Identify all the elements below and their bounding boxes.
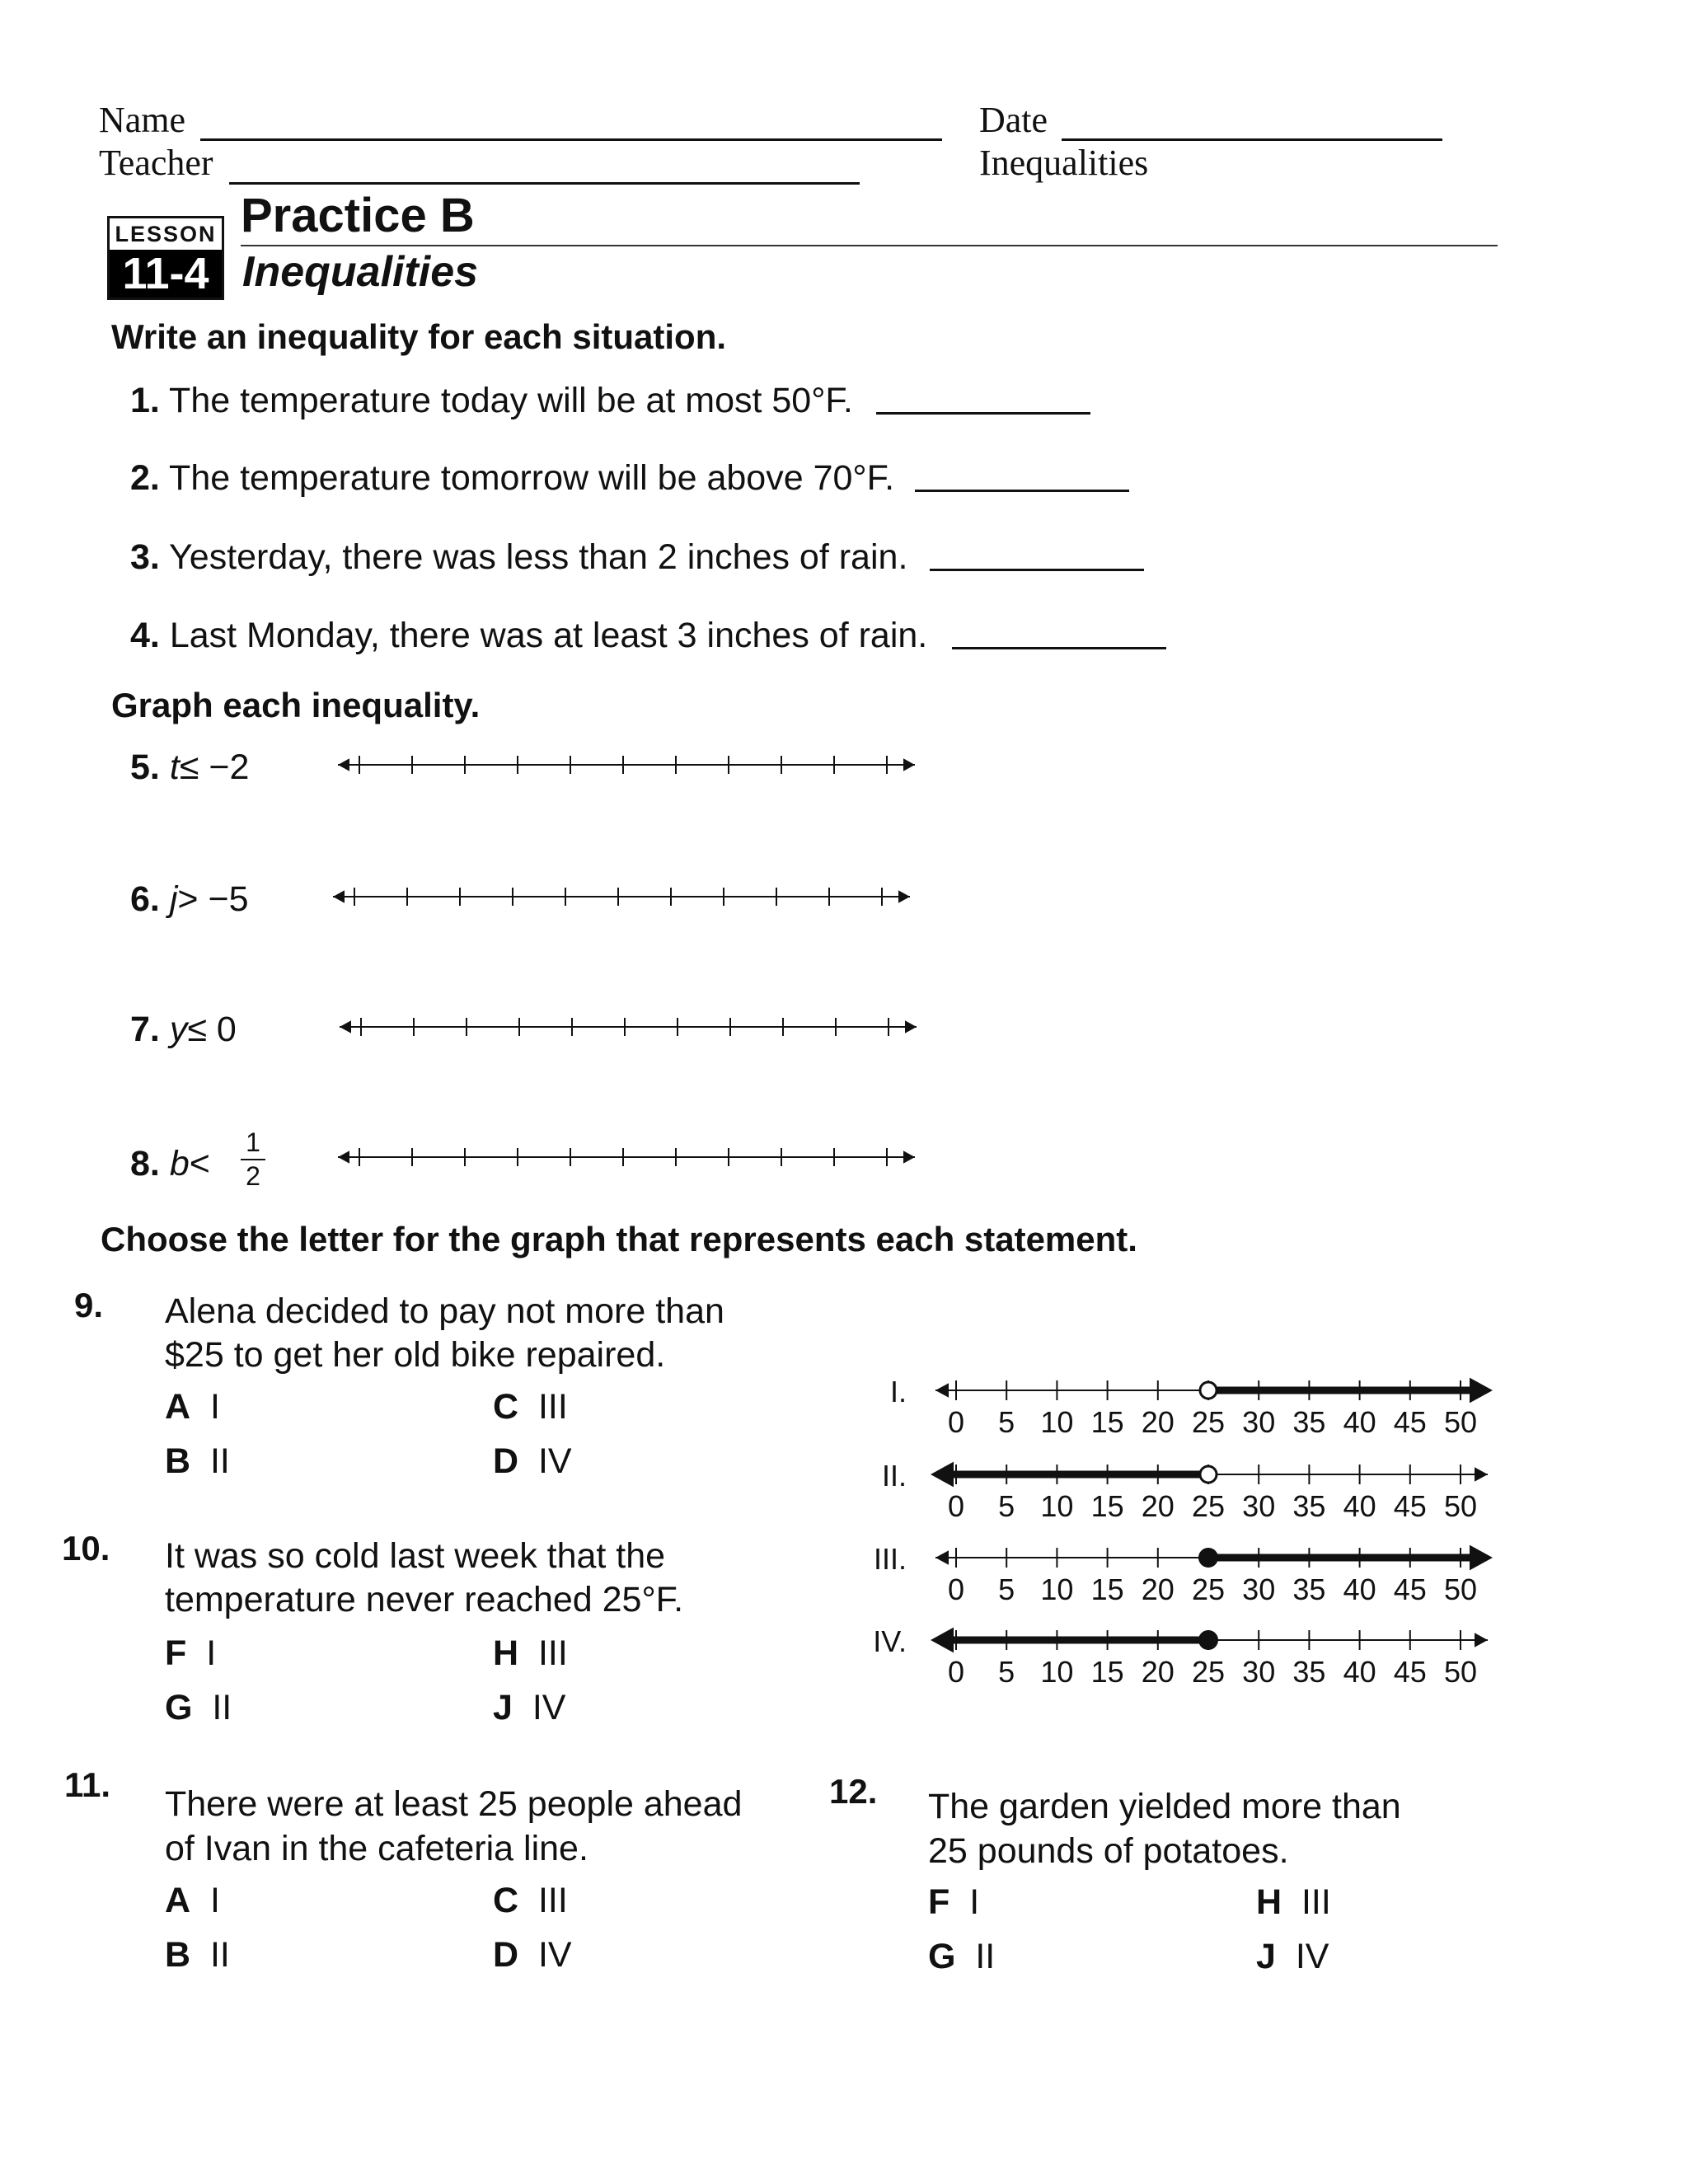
option-value: I	[969, 1882, 980, 1922]
open-point	[1200, 1466, 1217, 1483]
open-point	[1200, 1382, 1217, 1399]
name-label: Name	[99, 100, 186, 140]
arrow-right-icon	[1475, 1633, 1488, 1647]
graph-tick-label: 5	[998, 1405, 1015, 1439]
graph-tick-label: 45	[1393, 1489, 1427, 1523]
inequality-number: 8.	[130, 1144, 160, 1183]
inequality-operator: ≤	[187, 1010, 207, 1049]
arrow-left-icon	[931, 1462, 954, 1488]
question-number: 3.	[130, 537, 160, 577]
option-value: II	[212, 1688, 232, 1727]
inequality-number: 6.	[130, 879, 160, 919]
inequality-variable: y	[169, 1010, 188, 1049]
graph-tick-label: 35	[1292, 1489, 1326, 1523]
inequality-value: −5	[208, 879, 249, 919]
graph-tick-label: 0	[947, 1405, 965, 1439]
option-letter: B	[165, 1441, 191, 1481]
arrow-right-icon	[1470, 1545, 1493, 1571]
question-line: temperature never reached 25°F.	[165, 1580, 684, 1619]
topic-label: Inequalities	[979, 143, 1149, 183]
question-line: It was so cold last week that the	[165, 1536, 666, 1576]
inequality-operator: <	[189, 1144, 210, 1183]
inequality-variable: b	[169, 1144, 190, 1183]
graph-tick-label: 10	[1040, 1405, 1074, 1439]
option-value: III	[1301, 1882, 1331, 1922]
option-letter: B	[165, 1935, 191, 1975]
option-value: I	[209, 1387, 220, 1427]
graph-tick-label: 15	[1090, 1572, 1124, 1606]
graph-label: I.	[889, 1375, 907, 1408]
graph-label: II.	[881, 1459, 907, 1493]
graph-tick-label: 15	[1090, 1489, 1124, 1523]
closed-point	[1199, 1631, 1217, 1649]
question-11-number: 11.	[64, 1765, 111, 1804]
inequality-value: −2	[209, 748, 250, 787]
inequality-operator: ≤	[179, 748, 199, 787]
graph-tick-label: 10	[1040, 1655, 1074, 1689]
graph-tick-label: 35	[1292, 1405, 1326, 1439]
option-value: III	[537, 1633, 568, 1673]
graph-tick-label: 0	[947, 1572, 965, 1606]
lesson-subtitle: Inequalities	[242, 248, 479, 296]
graph-tick-label: 5	[998, 1572, 1015, 1606]
option-letter: G	[165, 1688, 193, 1727]
closed-point	[1199, 1549, 1217, 1567]
graph-tick-label: 20	[1141, 1489, 1175, 1523]
option-letter: J	[1256, 1937, 1276, 1976]
graph-label: III.	[873, 1542, 907, 1576]
option-value: I	[209, 1881, 220, 1920]
inequality-number: 7.	[130, 1010, 160, 1049]
option-value: II	[209, 1441, 230, 1481]
graph-tick-label: 35	[1292, 1572, 1326, 1606]
graph-tick-label: 20	[1141, 1405, 1175, 1439]
graph-tick-label: 0	[947, 1489, 965, 1523]
option-letter: A	[165, 1881, 191, 1920]
option-value: IV	[537, 1935, 572, 1975]
graph-tick-label: 30	[1242, 1572, 1276, 1606]
graph-tick-label: 35	[1292, 1655, 1326, 1689]
graph-tick-label: 5	[998, 1655, 1015, 1689]
inequality-variable: j	[169, 879, 178, 919]
graph-tick-label: 30	[1242, 1489, 1276, 1523]
graph-tick-label: 15	[1090, 1655, 1124, 1689]
date-label: Date	[979, 100, 1048, 140]
graph-tick-label: 10	[1040, 1572, 1074, 1606]
graph-tick-label: 40	[1343, 1489, 1376, 1523]
graph-tick-label: 40	[1343, 1405, 1376, 1439]
option-letter: G	[928, 1937, 956, 1976]
option-value: II	[975, 1937, 996, 1976]
option-value: IV	[537, 1441, 572, 1481]
teacher-label: Teacher	[99, 143, 213, 183]
option-letter: D	[493, 1935, 519, 1975]
graph-tick-label: 20	[1141, 1572, 1175, 1606]
graph-tick-label: 10	[1040, 1489, 1074, 1523]
question-line: $25 to get her old bike repaired.	[165, 1335, 666, 1375]
graph-tick-label: 0	[947, 1655, 965, 1689]
graph-tick-label: 50	[1443, 1489, 1478, 1523]
graph-tick-label: 45	[1393, 1405, 1427, 1439]
option-letter: F	[165, 1633, 187, 1673]
question-line: 25 pounds of potatoes.	[928, 1831, 1289, 1871]
graph-label: IV.	[873, 1624, 907, 1658]
option-value: I	[206, 1633, 217, 1673]
arrow-left-icon	[931, 1628, 954, 1653]
question-line: Alena decided to pay not more than	[165, 1291, 724, 1331]
section1-heading: Write an inequality for each situation.	[111, 317, 727, 356]
option-letter: C	[493, 1881, 519, 1920]
section3-heading: Choose the letter for the graph that represents each statement.	[101, 1220, 1137, 1258]
graph-tick-label: 50	[1443, 1655, 1478, 1689]
fraction-numerator: 1	[246, 1127, 260, 1157]
option-value: III	[537, 1387, 568, 1427]
question-number: 2.	[130, 458, 160, 498]
question-text: The temperature tomorrow will be above 70°F.	[169, 458, 895, 498]
lesson-title: Practice B	[241, 189, 475, 242]
question-number: 1.	[130, 381, 160, 420]
inequality-variable: t	[169, 748, 180, 787]
option-letter: D	[493, 1441, 519, 1481]
graph-tick-label: 30	[1242, 1655, 1276, 1689]
arrow-left-icon	[935, 1383, 949, 1398]
option-letter: F	[928, 1882, 950, 1922]
graph-tick-label: 45	[1393, 1572, 1427, 1606]
graph-tick-label: 40	[1343, 1655, 1376, 1689]
fraction-denominator: 2	[246, 1161, 260, 1191]
question-12-number: 12.	[829, 1772, 878, 1811]
graph-tick-label: 40	[1343, 1572, 1376, 1606]
graph-tick-label: 5	[998, 1489, 1015, 1523]
graph-tick-label: 25	[1191, 1655, 1226, 1689]
section2-heading: Graph each inequality.	[111, 686, 481, 724]
question-line: There were at least 25 people ahead	[165, 1784, 743, 1824]
question-text: The temperature today will be at most 50°F.	[169, 381, 853, 420]
question-9-number: 9.	[74, 1286, 104, 1324]
question-10-number: 10.	[62, 1529, 110, 1568]
question-text: Yesterday, there was less than 2 inches of rain.	[169, 537, 908, 577]
option-value: IV	[1295, 1937, 1329, 1976]
option-letter: A	[165, 1387, 191, 1427]
question-line: The garden yielded more than	[928, 1787, 1401, 1826]
lesson-badge-label: LESSON	[110, 218, 222, 250]
option-value: IV	[532, 1688, 566, 1727]
arrow-left-icon	[935, 1550, 949, 1565]
graph-tick-label: 15	[1090, 1405, 1124, 1439]
graph-tick-label: 25	[1191, 1489, 1226, 1523]
arrow-right-icon	[1470, 1378, 1493, 1404]
option-value: III	[537, 1881, 568, 1920]
graph-tick-label: 50	[1443, 1572, 1478, 1606]
option-letter: H	[493, 1633, 519, 1673]
lesson-badge-number: 11-4	[110, 250, 222, 298]
graph-tick-label: 20	[1141, 1655, 1175, 1689]
question-number: 4.	[130, 616, 160, 655]
graph-tick-label: 45	[1393, 1655, 1427, 1689]
option-letter: C	[493, 1387, 519, 1427]
graph-tick-label: 25	[1191, 1405, 1226, 1439]
inequality-value: 0	[216, 1010, 237, 1049]
arrow-right-icon	[1475, 1467, 1488, 1482]
question-text: Last Monday, there was at least 3 inches of rain.	[169, 616, 928, 655]
graph-tick-label: 25	[1191, 1572, 1226, 1606]
graph-tick-label: 30	[1242, 1405, 1276, 1439]
question-line: of Ivan in the cafeteria line.	[165, 1829, 588, 1868]
option-letter: H	[1256, 1882, 1282, 1922]
option-letter: J	[493, 1688, 513, 1727]
inequality-operator: >	[177, 879, 199, 919]
inequality-number: 5.	[130, 748, 160, 787]
option-value: II	[209, 1935, 230, 1975]
graph-tick-label: 50	[1443, 1405, 1478, 1439]
